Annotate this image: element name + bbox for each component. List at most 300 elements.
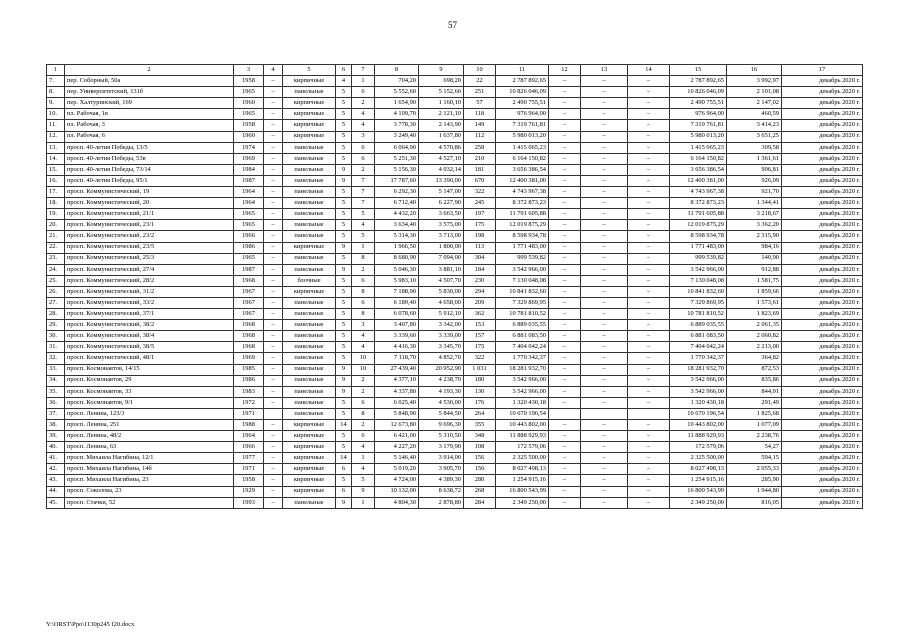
- column-header-2: 2: [65, 65, 234, 76]
- table-cell: 19.: [47, 209, 65, 220]
- table-cell: просп. Ленина, 251: [65, 420, 234, 431]
- table-cell: кирпичные: [283, 98, 336, 109]
- table-cell: декабрь 2020 г.: [782, 209, 863, 220]
- table-cell: кирпичные: [283, 431, 336, 442]
- table-cell: 348: [464, 431, 496, 442]
- table-cell: –: [628, 375, 670, 386]
- table-cell: панельные: [283, 264, 336, 275]
- table-cell: панельные: [283, 386, 336, 397]
- table-cell: 4 743 967,38: [496, 187, 549, 198]
- table-cell: панельные: [283, 375, 336, 386]
- table-cell: –: [264, 386, 283, 397]
- table-cell: 1 415 065,23: [496, 142, 549, 153]
- table-cell: –: [628, 331, 670, 342]
- table-cell: 35.: [47, 386, 65, 397]
- table-cell: –: [549, 76, 581, 87]
- table-cell: кирпичные: [283, 464, 336, 475]
- table-cell: декабрь 2020 г.: [782, 497, 863, 508]
- table-cell: –: [581, 331, 628, 342]
- table-cell: 7: [352, 175, 375, 186]
- table-row: [47, 120, 863, 131]
- table-cell: 5: [336, 320, 352, 331]
- table-cell: 1: [352, 242, 375, 253]
- table-row: [47, 198, 863, 209]
- table-cell: 24.: [47, 264, 65, 275]
- table-cell: 1968: [234, 342, 264, 353]
- table-cell: –: [264, 164, 283, 175]
- table-cell: –: [264, 364, 283, 375]
- table-cell: –: [581, 486, 628, 497]
- table-cell: 11 888 929,93: [670, 431, 727, 442]
- table-cell: панельные: [283, 153, 336, 164]
- table-cell: 14: [336, 420, 352, 431]
- table-cell: 1965: [234, 209, 264, 220]
- table-cell: 3: [352, 131, 375, 142]
- table-cell: 6: [352, 431, 375, 442]
- table-cell: –: [549, 142, 581, 153]
- table-cell: 6: [336, 464, 352, 475]
- table-cell: 6 292,30: [375, 187, 419, 198]
- table-cell: 5 046,30: [375, 264, 419, 275]
- table-cell: –: [581, 464, 628, 475]
- table-cell: кирпичные: [283, 76, 336, 87]
- table-cell: –: [628, 320, 670, 331]
- table-cell: 4 032,14: [419, 164, 464, 175]
- table-cell: 3 339,60: [375, 331, 419, 342]
- table-cell: –: [628, 253, 670, 264]
- table-cell: 5: [336, 286, 352, 297]
- column-number-row: [47, 65, 863, 76]
- table-cell: 1: [352, 497, 375, 508]
- table-cell: 6 881 083,50: [496, 331, 549, 342]
- table-cell: 3 342,00: [419, 320, 464, 331]
- table-row: [47, 442, 863, 453]
- table-cell: 156: [464, 464, 496, 475]
- table-cell: –: [628, 187, 670, 198]
- table-cell: просп. Коммунистический, 20: [65, 198, 234, 209]
- table-cell: –: [549, 386, 581, 397]
- table-cell: 1965: [234, 253, 264, 264]
- table-cell: декабрь 2020 г.: [782, 175, 863, 186]
- table-cell: 9: [336, 164, 352, 175]
- table-cell: 38.: [47, 420, 65, 431]
- table-cell: 31.: [47, 342, 65, 353]
- table-cell: декабрь 2020 г.: [782, 164, 863, 175]
- table-cell: 2 349 250,00: [670, 497, 727, 508]
- table-cell: 3 881,10: [419, 264, 464, 275]
- table-cell: –: [581, 231, 628, 242]
- table-cell: –: [581, 109, 628, 120]
- table-cell: 1960: [234, 98, 264, 109]
- table-cell: панельные: [283, 342, 336, 353]
- table-cell: –: [264, 76, 283, 87]
- table-cell: –: [549, 153, 581, 164]
- table-cell: 9: [336, 386, 352, 397]
- table-row: [47, 497, 863, 508]
- table-cell: 5 019,20: [375, 464, 419, 475]
- table-cell: 291,49: [727, 397, 782, 408]
- table-cell: 2 055,33: [727, 464, 782, 475]
- table-cell: 1: [352, 453, 375, 464]
- table-cell: –: [628, 275, 670, 286]
- table-cell: 27 439,40: [375, 364, 419, 375]
- table-cell: 8 372 873,23: [670, 198, 727, 209]
- table-cell: 4 570,86: [419, 142, 464, 153]
- table-cell: просп. Коммунистический, 19: [65, 187, 234, 198]
- table-cell: –: [581, 98, 628, 109]
- table-row: [47, 275, 863, 286]
- table-cell: 7 094,00: [419, 253, 464, 264]
- table-cell: панельные: [283, 397, 336, 408]
- table-row: [47, 142, 863, 153]
- column-header-10: 10: [464, 65, 496, 76]
- table-cell: 1971: [234, 464, 264, 475]
- table-cell: 322: [464, 187, 496, 198]
- table-cell: –: [628, 475, 670, 486]
- table-cell: декабрь 2020 г.: [782, 253, 863, 264]
- table-cell: 15.: [47, 164, 65, 175]
- table-cell: –: [549, 131, 581, 142]
- table-cell: декабрь 2020 г.: [782, 142, 863, 153]
- table-cell: пл. Рабочая, 1в: [65, 109, 234, 120]
- table-cell: 197: [464, 209, 496, 220]
- table-cell: панельные: [283, 497, 336, 508]
- table-cell: 1 771 483,00: [496, 242, 549, 253]
- table-cell: –: [628, 87, 670, 98]
- table-cell: 6: [352, 153, 375, 164]
- table-cell: 10 670 196,54: [496, 408, 549, 419]
- table-cell: –: [264, 109, 283, 120]
- table-cell: 8 680,90: [375, 253, 419, 264]
- table-cell: 304: [464, 253, 496, 264]
- table-cell: 10 781 810,52: [670, 309, 727, 320]
- table-cell: –: [628, 131, 670, 142]
- table-cell: 1 344,41: [727, 198, 782, 209]
- table-cell: 1958: [234, 76, 264, 87]
- table-cell: 3 778,30: [375, 120, 419, 131]
- table-cell: 1987: [234, 175, 264, 186]
- column-header-1: 1: [47, 65, 65, 76]
- table-cell: 3 414,23: [727, 120, 782, 131]
- table-cell: 594,15: [727, 453, 782, 464]
- table-cell: 8 598 934,78: [496, 231, 549, 242]
- table-cell: –: [264, 397, 283, 408]
- table-cell: панельные: [283, 408, 336, 419]
- table-cell: –: [264, 297, 283, 308]
- table-cell: 1 581,75: [727, 275, 782, 286]
- table-cell: просп. Михаила Нагибина, 12/1: [65, 453, 234, 464]
- table-cell: 1 771 483,00: [670, 242, 727, 253]
- table-cell: декабрь 2020 г.: [782, 286, 863, 297]
- table-cell: –: [549, 497, 581, 508]
- table-cell: 2: [352, 386, 375, 397]
- table-cell: 258: [464, 142, 496, 153]
- table-row: [47, 486, 863, 497]
- table-cell: –: [549, 98, 581, 109]
- table-cell: 816,05: [727, 497, 782, 508]
- table-cell: –: [628, 297, 670, 308]
- table-cell: –: [264, 442, 283, 453]
- table-cell: 3 634,40: [375, 220, 419, 231]
- table-body: [47, 76, 863, 509]
- table-row: [47, 453, 863, 464]
- table-cell: просп. Ленина, 48/2: [65, 431, 234, 442]
- table-row: [47, 87, 863, 98]
- table-cell: –: [264, 153, 283, 164]
- table-cell: просп. Стачки, 52: [65, 497, 234, 508]
- table-cell: 10: [352, 353, 375, 364]
- table-cell: 5: [336, 198, 352, 209]
- table-cell: –: [549, 120, 581, 131]
- table-cell: панельные: [283, 231, 336, 242]
- table-cell: –: [264, 87, 283, 98]
- table-cell: –: [581, 320, 628, 331]
- table-cell: 2 878,80: [419, 497, 464, 508]
- table-cell: 10 443 802,00: [496, 420, 549, 431]
- table-row: [47, 209, 863, 220]
- table-cell: 460,59: [727, 109, 782, 120]
- table-cell: –: [264, 264, 283, 275]
- table-cell: 7: [352, 198, 375, 209]
- table-cell: 4: [352, 220, 375, 231]
- table-cell: –: [581, 131, 628, 142]
- table-cell: –: [581, 353, 628, 364]
- table-cell: –: [581, 253, 628, 264]
- table-cell: 1986: [234, 375, 264, 386]
- table-cell: 5: [336, 231, 352, 242]
- table-cell: –: [628, 386, 670, 397]
- table-cell: –: [549, 275, 581, 286]
- table-cell: просп. Ленина, 123/3: [65, 408, 234, 419]
- table-row: [47, 375, 863, 386]
- table-cell: 5: [336, 408, 352, 419]
- table-cell: 4: [336, 76, 352, 87]
- table-cell: 3 992,97: [727, 76, 782, 87]
- table-cell: декабрь 2020 г.: [782, 187, 863, 198]
- table-cell: 355: [464, 420, 496, 431]
- table-cell: кирпичные: [283, 109, 336, 120]
- table-cell: 2: [352, 375, 375, 386]
- table-row: [47, 342, 863, 353]
- table-row: [47, 286, 863, 297]
- table-cell: 835,86: [727, 375, 782, 386]
- table-cell: –: [264, 98, 283, 109]
- table-cell: декабрь 2020 г.: [782, 375, 863, 386]
- table-cell: 5: [336, 442, 352, 453]
- table-cell: декабрь 2020 г.: [782, 453, 863, 464]
- table-cell: просп. Космонавтов, 9/1: [65, 397, 234, 408]
- table-cell: –: [549, 464, 581, 475]
- table-cell: 984,16: [727, 242, 782, 253]
- table-cell: кирпичные: [283, 486, 336, 497]
- table-cell: декабрь 2020 г.: [782, 264, 863, 275]
- table-cell: [581, 408, 628, 419]
- table-cell: 7.: [47, 76, 65, 87]
- table-cell: 7 130 048,08: [670, 275, 727, 286]
- table-cell: 9: [336, 497, 352, 508]
- table-cell: 2 101,08: [727, 87, 782, 98]
- table-cell: –: [581, 442, 628, 453]
- table-cell: декабрь 2020 г.: [782, 220, 863, 231]
- table-cell: –: [581, 475, 628, 486]
- table-cell: 1965: [234, 109, 264, 120]
- table-cell: 4 337,80: [375, 386, 419, 397]
- table-cell: декабрь 2020 г.: [782, 420, 863, 431]
- table-cell: –: [549, 320, 581, 331]
- table-cell: 4 527,10: [419, 153, 464, 164]
- table-cell: 1 944,80: [727, 486, 782, 497]
- table-cell: 2 061,35: [727, 320, 782, 331]
- table-cell: 1986: [234, 242, 264, 253]
- table-cell: 3 542 966,00: [496, 386, 549, 397]
- table-cell: 364,82: [727, 353, 782, 364]
- table-cell: –: [628, 397, 670, 408]
- table-cell: 10 826 046,09: [496, 87, 549, 98]
- table-cell: 10 841 832,60: [670, 286, 727, 297]
- table-cell: 10 443 802,00: [670, 420, 727, 431]
- table-cell: –: [549, 397, 581, 408]
- table-cell: 3 542 966,00: [670, 375, 727, 386]
- table-cell: 118: [464, 109, 496, 120]
- table-cell: –: [549, 431, 581, 442]
- table-cell: –: [264, 464, 283, 475]
- table-cell: –: [549, 342, 581, 353]
- table-cell: 4: [352, 109, 375, 120]
- table-cell: 181: [464, 164, 496, 175]
- table-cell: 4 432,20: [375, 209, 419, 220]
- table-cell: –: [628, 342, 670, 353]
- table-cell: –: [264, 331, 283, 342]
- table-cell: 1993: [234, 497, 264, 508]
- table-cell: просп. Космонавтов, 14/15: [65, 364, 234, 375]
- table-cell: 3 362,20: [727, 220, 782, 231]
- table-cell: 21.: [47, 231, 65, 242]
- table-cell: просп. 40-летия Победы, 53в: [65, 153, 234, 164]
- table-cell: 3 179,90: [419, 442, 464, 453]
- table-cell: 926,09: [727, 175, 782, 186]
- table-cell: –: [549, 231, 581, 242]
- table-row: [47, 353, 863, 364]
- table-cell: 184: [464, 264, 496, 275]
- table-cell: 1966: [234, 442, 264, 453]
- table-cell: 7 118,70: [375, 353, 419, 364]
- table-cell: 3 542 966,00: [496, 375, 549, 386]
- table-cell: 5: [336, 209, 352, 220]
- table-cell: просп. Соколова, 23: [65, 486, 234, 497]
- column-header-12: 12: [549, 65, 581, 76]
- table-cell: просп. Коммунистический, 38/5: [65, 342, 234, 353]
- table-cell: 12 400 381,00: [496, 175, 549, 186]
- table-cell: 1958: [234, 475, 264, 486]
- table-cell: –: [581, 264, 628, 275]
- table-cell: –: [581, 220, 628, 231]
- table-row: [47, 431, 863, 442]
- table-cell: –: [581, 497, 628, 508]
- table-cell: 9: [336, 375, 352, 386]
- table-cell: –: [628, 431, 670, 442]
- table-cell: 2: [352, 420, 375, 431]
- column-header-6: 6: [336, 65, 352, 76]
- table-cell: 5: [336, 153, 352, 164]
- table-cell: декабрь 2020 г.: [782, 153, 863, 164]
- table-cell: декабрь 2020 г.: [782, 364, 863, 375]
- table-cell: 1972: [234, 397, 264, 408]
- table-cell: 157: [464, 331, 496, 342]
- table-cell: 6 164 150,82: [496, 153, 549, 164]
- table-cell: просп. Коммунистический, 48/1: [65, 353, 234, 364]
- table-cell: просп. Коммунистический, 27/4: [65, 264, 234, 275]
- column-header-15: 15: [670, 65, 727, 76]
- table-cell: 5 552,60: [375, 87, 419, 98]
- table-cell: 10: [352, 364, 375, 375]
- table-cell: кирпичные: [283, 475, 336, 486]
- table-cell: декабрь 2020 г.: [782, 242, 863, 253]
- table-cell: 153: [464, 320, 496, 331]
- table-row: [47, 420, 863, 431]
- table-cell: 3 542 966,00: [670, 386, 727, 397]
- table-cell: 3 542 966,00: [496, 264, 549, 275]
- table-cell: –: [549, 309, 581, 320]
- table-cell: 5 830,00: [419, 286, 464, 297]
- table-cell: –: [549, 198, 581, 209]
- table-cell: 285,90: [727, 475, 782, 486]
- table-cell: –: [264, 375, 283, 386]
- table-cell: 1 031: [464, 364, 496, 375]
- table-cell: 5: [336, 120, 352, 131]
- table-cell: 11.: [47, 120, 65, 131]
- table-cell: 5: [352, 475, 375, 486]
- table-cell: 5 156,30: [375, 164, 419, 175]
- table-cell: панельные: [283, 297, 336, 308]
- table-cell: кирпичные: [283, 286, 336, 297]
- table-cell: 8 638,72: [419, 486, 464, 497]
- column-header-3: 3: [234, 65, 264, 76]
- table-cell: 2: [352, 98, 375, 109]
- table-cell: –: [549, 364, 581, 375]
- table-cell: 6: [352, 142, 375, 153]
- table-cell: 976 964,00: [496, 109, 549, 120]
- table-cell: 156: [464, 453, 496, 464]
- table-cell: 9: [336, 175, 352, 186]
- table-cell: 999 539,82: [496, 253, 549, 264]
- table-cell: декабрь 2020 г.: [782, 109, 863, 120]
- table-cell: 10 841 832,60: [496, 286, 549, 297]
- table-cell: 27.: [47, 297, 65, 308]
- table-cell: 17 787,60: [375, 175, 419, 186]
- table-cell: панельные: [283, 220, 336, 231]
- table-cell: 5: [352, 231, 375, 242]
- table-cell: 9: [336, 364, 352, 375]
- table-cell: –: [581, 209, 628, 220]
- table-cell: –: [549, 209, 581, 220]
- table-cell: –: [628, 309, 670, 320]
- table-cell: 2 238,76: [727, 431, 782, 442]
- table-cell: 2 490 755,51: [670, 98, 727, 109]
- table-cell: 1 077,09: [727, 420, 782, 431]
- table-cell: 13.: [47, 142, 65, 153]
- table-cell: декабрь 2020 г.: [782, 275, 863, 286]
- table-cell: декабрь 2020 г.: [782, 120, 863, 131]
- table-cell: –: [628, 242, 670, 253]
- table-cell: 10 826 046,09: [670, 87, 727, 98]
- table-cell: –: [581, 420, 628, 431]
- table-cell: 149: [464, 120, 496, 131]
- table-cell: 1971: [234, 408, 264, 419]
- table-cell: панельные: [283, 87, 336, 98]
- table-cell: –: [628, 486, 670, 497]
- table-cell: 1984: [234, 164, 264, 175]
- table-cell: –: [628, 464, 670, 475]
